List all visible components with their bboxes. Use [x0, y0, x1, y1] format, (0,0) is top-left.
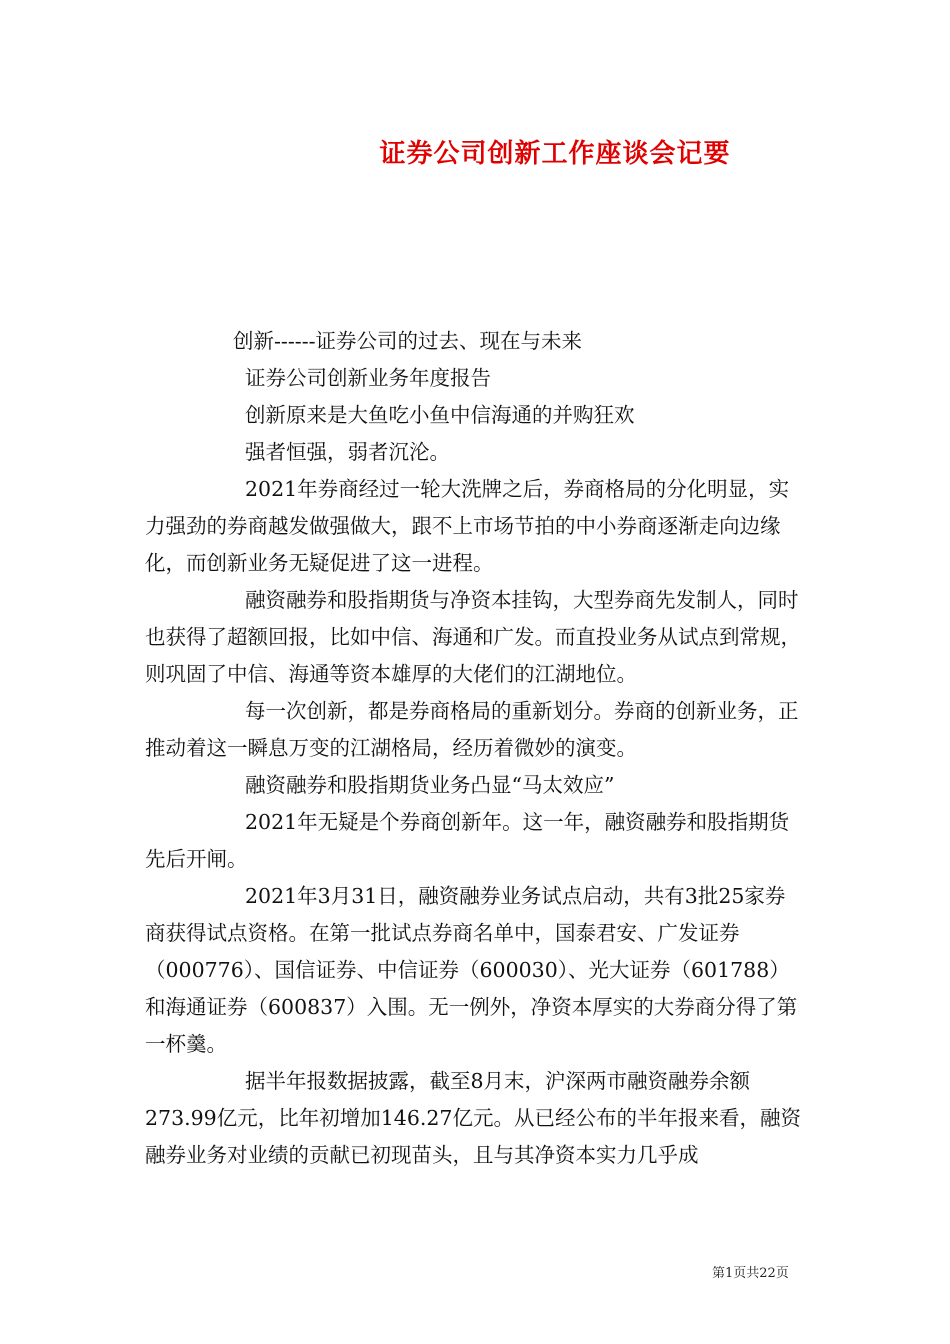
paragraph-6: 融资融券和股指期货与净资本挂钩，大型券商先发制人，同时也获得了超额回报，比如中信、海通和广发。而直投业务从试点到常规，则巩固了中信、海通等资本雄厚的大佬们的江湖地位。 [145, 588, 801, 686]
paragraph-3: 创新原来是大鱼吃小鱼中信海通的并购狂欢 [245, 403, 635, 427]
paragraph-8: 融资融券和股指期货业务凸显“马太效应” [245, 773, 615, 797]
paragraph-9: 2021年无疑是个券商创新年。这一年，融资融券和股指期货先后开闸。 [145, 810, 790, 871]
paragraph-7: 每一次创新，都是券商格局的重新划分。券商的创新业务，正推动着这一瞬息万变的江湖格局，经历着微妙的演变。 [145, 699, 799, 760]
paragraph-4: 强者恒强，弱者沉沦。 [245, 440, 450, 464]
paragraph-1: 创新------证券公司的过去、现在与未来 [233, 329, 583, 353]
paragraph-5: 2021年券商经过一轮大洗牌之后，券商格局的分化明显，实力强劲的券商越发做强做大，跟不上市场节拍的中小券商逐渐走向边缘化，而创新业务无疑促进了这一进程。 [145, 477, 790, 575]
paragraph-11: 据半年报数据披露，截至8月末，沪深两市融资融券余额273.99亿元，比年初增加146.27亿元。从已经公布的半年报来看，融资融券业务对业绩的贡献已初现苗头，且与其净资本实力几乎成 [145, 1069, 801, 1167]
paragraph-2: 证券公司创新业务年度报告 [245, 366, 491, 390]
paragraph-10: 2021年3月31日，融资融券业务试点启动，共有3批25家券商获得试点资格。在第一批试点券商名单中，国泰君安、广发证券（000776）、国信证券、中信证券（600030）、光大证券（601788）和海通证券（600837）入围。无一例外，净资本厚实的大券商分得了第一杯羹。 [145, 884, 798, 1056]
document-title: 证券公司创新工作座谈会记要 [379, 139, 731, 169]
page-number: 第1页共22页 [712, 1266, 789, 1281]
